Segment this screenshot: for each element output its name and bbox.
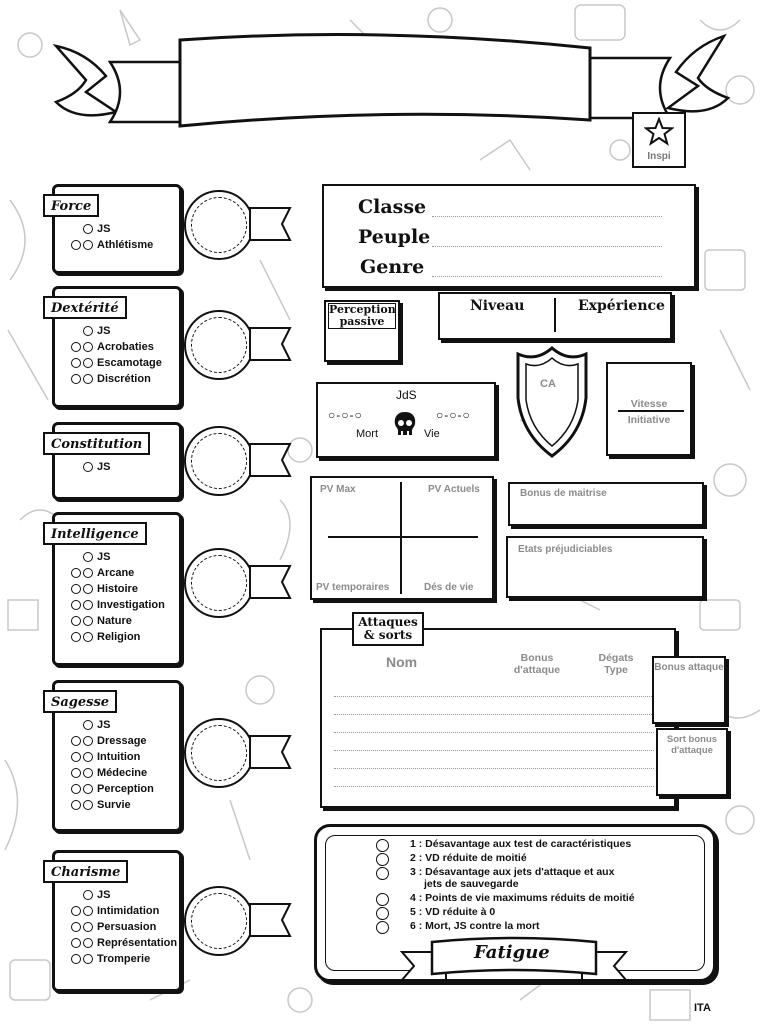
inspiration-box[interactable]: [632, 112, 686, 168]
fatigue-level-text: 2 : VD réduite de moitié: [410, 852, 527, 864]
proficiency-pip[interactable]: [71, 768, 81, 778]
skill-row[interactable]: [71, 613, 165, 629]
proficiency-pip[interactable]: [83, 720, 93, 730]
proficiency-pip[interactable]: [83, 616, 93, 626]
attack-row-3[interactable]: [334, 732, 654, 733]
pv-temporaires-label: PV temporaires: [316, 582, 390, 593]
peuple-field[interactable]: [432, 246, 662, 247]
skill-row[interactable]: [71, 221, 153, 237]
skill-row[interactable]: [71, 765, 154, 781]
proficiency-pip[interactable]: [83, 752, 93, 762]
attribute-name: Force: [51, 199, 92, 214]
skill-list: [71, 221, 153, 253]
pv-actuels-label: PV Actuels: [428, 484, 480, 495]
spell-attack-label: Sort bonus d'attaque: [666, 734, 718, 756]
attacks-title: Attaques & sorts: [352, 612, 424, 646]
hit-points-panel: [310, 476, 494, 600]
skill-label: JS: [97, 461, 111, 473]
classe-label: Classe: [358, 196, 427, 218]
armor-class-label: CA: [540, 378, 556, 390]
skill-row[interactable]: [71, 935, 177, 951]
proficiency-pip[interactable]: [83, 632, 93, 642]
perception-passive-box[interactable]: [324, 300, 400, 362]
vitesse-label: Vitesse: [630, 398, 668, 410]
death-successes[interactable]: ○-○-○: [436, 408, 471, 422]
modifier-flag[interactable]: [248, 324, 298, 384]
skill-row[interactable]: [71, 951, 177, 967]
skill-label: Acrobaties: [97, 341, 154, 353]
skill-row[interactable]: [71, 717, 154, 733]
skill-label: Histoire: [97, 583, 138, 595]
conditions-box[interactable]: [506, 536, 704, 598]
conditions-label: Etats préjudiciables: [518, 544, 613, 555]
fatigue-level-text: 1 : Désavantage aux test de caractéristiques: [410, 838, 632, 850]
attribute-box-5: [52, 850, 182, 992]
proficiency-pip[interactable]: [83, 552, 93, 562]
fatigue-level-text: jets de sauvegarde: [424, 878, 519, 890]
skill-list: [71, 459, 110, 475]
skill-row[interactable]: [71, 749, 154, 765]
attribute-score-circle[interactable]: [184, 190, 254, 260]
attribute-box-4: [52, 680, 182, 832]
attribute-box-3: [52, 512, 182, 666]
attribute-box-2: [52, 422, 182, 500]
attribute-name-tag: [43, 690, 117, 713]
skill-list: [71, 549, 165, 645]
proficiency-pip[interactable]: [71, 752, 81, 762]
skill-label: JS: [97, 551, 111, 563]
title-banner[interactable]: [50, 28, 730, 138]
skill-row[interactable]: [71, 237, 153, 253]
attribute-name: Dextérité: [51, 301, 119, 316]
skill-label: Dressage: [97, 735, 147, 747]
skill-row[interactable]: [71, 339, 162, 355]
skill-label: Intimidation: [97, 905, 160, 917]
fatigue-level-text: 4 : Points de vie maximums réduits de moitié: [410, 892, 635, 904]
proficiency-pip[interactable]: [71, 342, 81, 352]
proficiency-pip[interactable]: [71, 600, 81, 610]
proficiency-pip[interactable]: [83, 374, 93, 384]
genre-field[interactable]: [432, 276, 662, 277]
attack-row-2[interactable]: [334, 714, 654, 715]
bonus-attack-label: Bonus attaque: [654, 662, 724, 673]
skill-row[interactable]: [71, 903, 177, 919]
proficiency-pip[interactable]: [71, 906, 81, 916]
attribute-name-tag: [43, 522, 147, 545]
attribute-box-0: [52, 184, 182, 274]
proficiency-pip[interactable]: [83, 584, 93, 594]
skill-label: JS: [97, 223, 111, 235]
skill-label: JS: [97, 325, 111, 337]
proficiency-pip[interactable]: [83, 600, 93, 610]
skill-label: Nature: [97, 615, 132, 627]
star-icon: [644, 117, 674, 147]
classe-field[interactable]: [432, 216, 662, 217]
death-failures[interactable]: ○-○-○: [328, 408, 363, 422]
skill-label: Représentation: [97, 937, 178, 949]
proficiency-pip[interactable]: [83, 736, 93, 746]
skill-row[interactable]: [71, 549, 165, 565]
proficiency-pip[interactable]: [71, 374, 81, 384]
proficiency-pip[interactable]: [83, 224, 93, 234]
armor-class-shield[interactable]: [512, 344, 592, 458]
initiative-label: Initiative: [627, 414, 671, 426]
death-saves-panel: [316, 382, 496, 458]
proficiency-pip[interactable]: [71, 584, 81, 594]
skill-row[interactable]: [71, 629, 165, 645]
attacks-col-damage: Dégats Type: [598, 652, 634, 676]
proficiency-pip[interactable]: [83, 462, 93, 472]
skill-list: [71, 717, 154, 813]
speed-initiative-panel: [606, 362, 692, 456]
skill-label: Athlétisme: [97, 239, 154, 251]
death-saves-title: JdS: [396, 388, 417, 402]
skill-label: Discrétion: [97, 373, 151, 385]
attribute-name-tag: [43, 432, 150, 455]
fatigue-level-text: 3 : Désavantage aux jets d'attaque et aux: [410, 866, 615, 878]
attribute-name: Sagesse: [51, 695, 110, 710]
level-divider: [554, 298, 556, 332]
proficiency-pip[interactable]: [71, 240, 81, 250]
skill-label: Persuasion: [97, 921, 157, 933]
fatigue-level-text: 6 : Mort, JS contre la mort: [410, 920, 540, 932]
level-xp-panel: [438, 292, 672, 340]
proficiency-pip[interactable]: [71, 632, 81, 642]
proficiency-bonus-label: Bonus de maitrise: [520, 488, 607, 499]
fatigue-checkbox[interactable]: [376, 893, 389, 906]
skill-label: JS: [97, 889, 111, 901]
vie-label: Vie: [424, 428, 440, 440]
proficiency-pip[interactable]: [83, 890, 93, 900]
skill-label: Tromperie: [97, 953, 151, 965]
proficiency-pip[interactable]: [71, 616, 81, 626]
skill-row[interactable]: [71, 355, 162, 371]
proficiency-pip[interactable]: [83, 568, 93, 578]
attribute-name-tag: [43, 860, 128, 883]
proficiency-pip[interactable]: [71, 954, 81, 964]
niveau-label: Niveau: [470, 298, 525, 314]
modifier-flag[interactable]: [248, 440, 298, 500]
attribute-name-tag: [43, 296, 127, 319]
skill-row[interactable]: [71, 797, 154, 813]
skill-label: Survie: [97, 799, 131, 811]
proficiency-pip[interactable]: [71, 358, 81, 368]
proficiency-bonus-box[interactable]: [508, 482, 704, 526]
proficiency-pip[interactable]: [83, 938, 93, 948]
proficiency-pip[interactable]: [83, 954, 93, 964]
skill-label: Médecine: [97, 767, 148, 779]
attribute-score-circle[interactable]: [184, 886, 254, 956]
proficiency-pip[interactable]: [83, 326, 93, 336]
proficiency-pip[interactable]: [83, 922, 93, 932]
pv-max-label: PV Max: [320, 484, 356, 495]
attribute-name: Intelligence: [51, 527, 139, 542]
skill-row[interactable]: [71, 733, 154, 749]
attacks-col-bonus: Bonus d'attaque: [513, 652, 561, 676]
modifier-flag[interactable]: [248, 204, 298, 264]
attacks-col-name: Nom: [386, 654, 418, 670]
skill-list: [71, 887, 177, 967]
proficiency-pip[interactable]: [71, 784, 81, 794]
proficiency-pip[interactable]: [83, 800, 93, 810]
hp-vertical-divider: [400, 482, 402, 594]
proficiency-pip[interactable]: [83, 768, 93, 778]
attribute-score-circle[interactable]: [184, 548, 254, 618]
attacks-panel: [320, 615, 676, 808]
attribute-score-circle[interactable]: [184, 426, 254, 496]
skill-label: JS: [97, 719, 111, 731]
skill-label: Escamotage: [97, 357, 162, 369]
peuple-label: Peuple: [358, 226, 431, 248]
attack-row-4[interactable]: [334, 750, 654, 751]
proficiency-pip[interactable]: [83, 906, 93, 916]
bonus-attack-box[interactable]: [652, 656, 726, 724]
fatigue-level-text: 5 : VD réduite à 0: [410, 906, 496, 918]
proficiency-pip[interactable]: [71, 922, 81, 932]
proficiency-pip[interactable]: [71, 568, 81, 578]
fatigue-checkbox[interactable]: [376, 907, 389, 920]
des-de-vie-label: Dés de vie: [424, 582, 474, 593]
skill-row[interactable]: [71, 781, 154, 797]
skill-label: Investigation: [97, 599, 165, 611]
skill-list: [71, 323, 162, 387]
skill-row[interactable]: [71, 565, 165, 581]
skill-row[interactable]: [71, 919, 177, 935]
fatigue-checkbox[interactable]: [376, 839, 389, 852]
attribute-box-1: [52, 286, 182, 408]
fatigue-title: Fatigue: [474, 942, 550, 963]
proficiency-pip[interactable]: [71, 800, 81, 810]
skill-label: Perception: [97, 783, 154, 795]
modifier-flag[interactable]: [248, 732, 298, 792]
perception-passive-label: Perception passive: [329, 303, 396, 328]
proficiency-pip[interactable]: [83, 358, 93, 368]
skill-label: Religion: [97, 631, 141, 643]
skill-row[interactable]: [71, 581, 165, 597]
proficiency-pip[interactable]: [83, 342, 93, 352]
attack-row-5[interactable]: [334, 768, 654, 769]
proficiency-pip[interactable]: [71, 736, 81, 746]
skill-label: Intuition: [97, 751, 141, 763]
skill-row[interactable]: [71, 459, 110, 475]
genre-label: Genre: [360, 256, 425, 278]
proficiency-pip[interactable]: [83, 784, 93, 794]
modifier-flag[interactable]: [248, 900, 298, 960]
skill-label: Arcane: [97, 567, 135, 579]
attribute-name-tag: [43, 194, 99, 217]
skill-row[interactable]: [71, 323, 162, 339]
attribute-name: Constitution: [51, 437, 143, 452]
skull-icon: [392, 410, 418, 438]
attack-row-1[interactable]: [334, 696, 654, 697]
inspiration-label: Inspi: [647, 151, 671, 162]
attribute-name: Charisme: [51, 865, 121, 880]
speed-divider: [618, 410, 684, 412]
modifier-flag[interactable]: [248, 562, 298, 622]
skill-row[interactable]: [71, 887, 177, 903]
experience-label: Expérience: [578, 298, 665, 314]
hp-horizontal-divider: [328, 536, 478, 538]
spell-attack-box[interactable]: [656, 728, 728, 796]
proficiency-pip[interactable]: [71, 938, 81, 948]
attribute-score-circle[interactable]: [184, 718, 254, 788]
identity-panel: [322, 184, 696, 288]
fatigue-checkbox[interactable]: [376, 853, 389, 866]
attribute-score-circle[interactable]: [184, 310, 254, 380]
fatigue-checkbox[interactable]: [376, 921, 389, 934]
mort-label: Mort: [356, 428, 378, 440]
skill-row[interactable]: [71, 597, 165, 613]
proficiency-pip[interactable]: [83, 240, 93, 250]
fatigue-checkbox[interactable]: [376, 867, 389, 880]
skill-row[interactable]: [71, 371, 162, 387]
footer-tag: ITA: [694, 1002, 711, 1014]
attack-row-6[interactable]: [334, 786, 654, 787]
